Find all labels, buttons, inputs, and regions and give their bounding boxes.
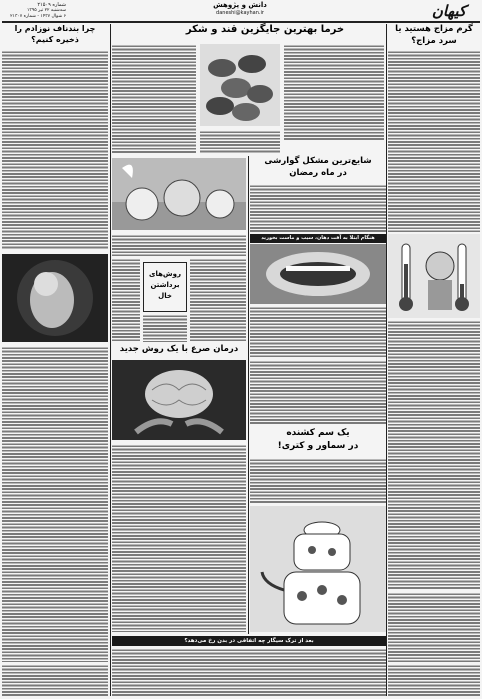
- iftar-table-illustration: [112, 158, 246, 230]
- bottom-banner: بعد از ترک سیگار چه اتفاقی در بدن رخ می‌دهد؟: [112, 636, 386, 646]
- masthead-rule: [2, 21, 480, 23]
- dates-icon: [200, 44, 280, 126]
- thermometer-illustration: [388, 234, 480, 318]
- right-column-text: [388, 320, 480, 590]
- fetus-icon: [2, 254, 108, 342]
- mole-text-right: [190, 258, 246, 342]
- column-rule: [248, 156, 249, 634]
- mouth-icon: [250, 244, 386, 304]
- logo: [420, 2, 480, 22]
- fetus-illustration: [2, 254, 108, 342]
- mole-title: روش‌های برداشتن خال: [149, 270, 181, 300]
- middle-text-3: [250, 360, 386, 424]
- teapot-icon: [250, 506, 386, 632]
- right-bottom-text: [388, 664, 480, 696]
- left-column-text: [2, 346, 108, 662]
- brain-icon: [112, 360, 246, 440]
- dates-title: خرما بهترین جایگزین قند و شکر: [185, 24, 345, 35]
- brain-title: درمان صرع با یک روش جدید: [119, 344, 239, 354]
- mole-title-box: [143, 262, 187, 312]
- thermometer-icon: [388, 234, 480, 318]
- middle-text-1: [112, 234, 246, 256]
- poison-text: [250, 458, 386, 504]
- cord-title-2: ذخیره کنیم؟: [31, 35, 79, 44]
- issue-number: شماره ۲۱۵۰۹: [37, 2, 66, 8]
- cord-title-1: چرا بندناف نوزادم را: [14, 24, 96, 33]
- bottom-text: [112, 648, 386, 696]
- brain-illustration: [112, 360, 246, 440]
- teapot-illustration: [250, 506, 386, 632]
- left-bottom-text: [2, 664, 108, 696]
- dates-text-bottom: [200, 130, 280, 154]
- hot-cold-text: [388, 50, 480, 232]
- iftar-table-icon: [112, 158, 246, 230]
- poison-title-2: در سماور و کتری!: [277, 441, 359, 451]
- mouth-illustration: [250, 244, 386, 304]
- logo-text: کیهان: [431, 2, 467, 20]
- section-title: دانش و پژوهش: [213, 1, 267, 9]
- brain-text: [112, 444, 246, 632]
- digestive-title-2: در ماه رمضان: [289, 168, 347, 178]
- digestive-title-1: شایع‌ترین مشکل گوارشی: [264, 156, 372, 166]
- right-column-text-2: [388, 592, 480, 662]
- cord-text: [2, 50, 108, 250]
- digestive-text: [250, 184, 386, 232]
- poison-title-1: یک سم کشنده: [286, 428, 350, 438]
- date-line-1: سه‌شنبه ۲۲ تیر ۱۳۹۵: [27, 8, 66, 13]
- dates-illustration: [200, 44, 280, 126]
- hot-cold-title-1: گرم مزاج هستید یا: [395, 24, 473, 34]
- mole-text-bottom: [143, 314, 187, 342]
- dates-text-left: [112, 44, 196, 154]
- date-line-2: ۶ شوال ۱۴۳۷ - شماره ۲۱۳۰۷: [10, 14, 66, 19]
- mole-text-left: [112, 258, 140, 342]
- middle-text-2: [250, 306, 386, 358]
- mouth-banner: هنگام ابتلا به آفت دهان، سیب و ماست بخورید: [250, 234, 386, 243]
- column-rule: [386, 24, 387, 696]
- hot-cold-title-2: سرد مزاج؟: [411, 36, 457, 46]
- email: daneshi@kayhan.ir: [216, 10, 264, 16]
- dates-text-right: [284, 44, 384, 140]
- column-rule: [110, 24, 111, 696]
